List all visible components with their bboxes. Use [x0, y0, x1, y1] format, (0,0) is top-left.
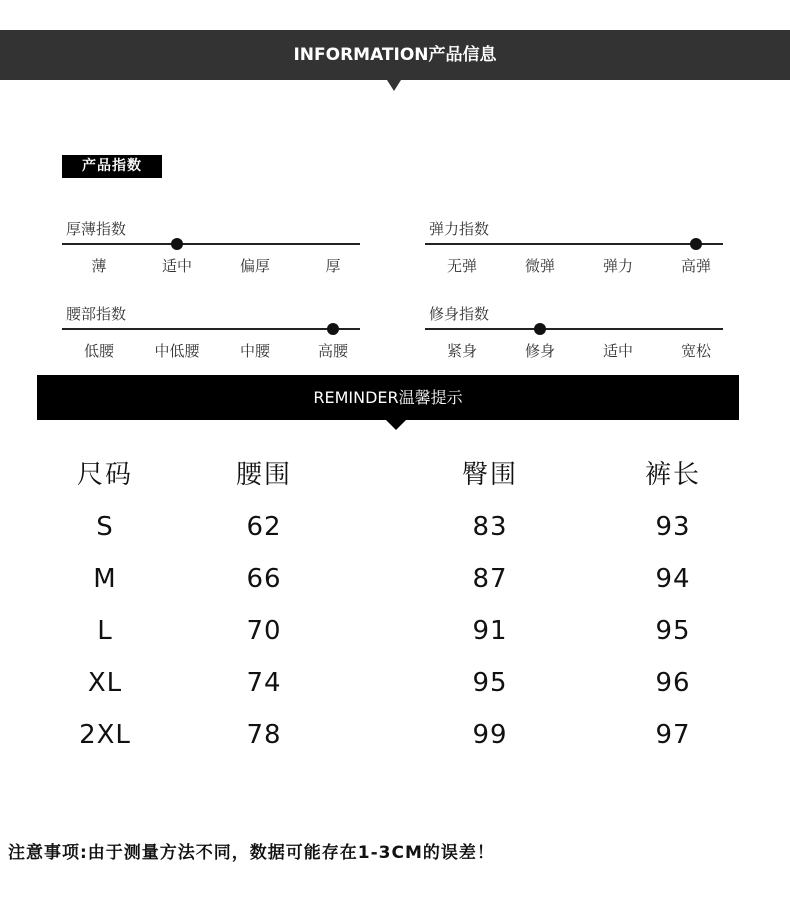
scale-option: 宽松 — [680, 342, 711, 360]
scale-option: 中腰 — [239, 342, 270, 360]
scale-options — [423, 341, 735, 361]
table-row — [25, 709, 709, 761]
reminder-banner-title: REMINDER温馨提示 — [313, 388, 463, 407]
table-cell: S — [96, 512, 114, 542]
table-cell: 83 — [472, 512, 508, 542]
scale-marker-dot — [171, 238, 183, 250]
scale-option: 修身 — [524, 342, 555, 360]
information-banner-title: INFORMATION产品信息 — [293, 45, 497, 65]
table-cell: 94 — [655, 564, 691, 594]
scale-option: 低腰 — [83, 342, 114, 360]
reminder-banner — [37, 375, 739, 420]
table-header-cell: 尺码 — [76, 460, 133, 490]
table-cell: 70 — [246, 616, 282, 646]
scale-option: 中低腰 — [154, 342, 200, 360]
scale-option: 高腰 — [317, 342, 348, 360]
table-cell: L — [97, 616, 113, 646]
table-row — [25, 501, 709, 553]
table-cell: 74 — [246, 668, 282, 698]
scale-title: 厚薄指数 — [66, 220, 127, 238]
scale-line — [62, 243, 360, 245]
scale-option: 微弹 — [524, 257, 555, 275]
scale-option: 适中 — [161, 257, 192, 275]
scale-options — [423, 256, 735, 276]
table-cell: 97 — [655, 720, 691, 750]
table-cell: 95 — [472, 668, 508, 698]
table-cell: 78 — [246, 720, 282, 750]
scale-option: 弹力 — [602, 257, 633, 275]
table-cell: 66 — [246, 564, 282, 594]
scale-marker-dot — [690, 238, 702, 250]
information-banner — [0, 30, 790, 80]
scale-option: 无弹 — [446, 257, 477, 275]
table-cell: M — [93, 564, 117, 594]
elasticity-index-scale — [425, 219, 723, 279]
table-cell: 99 — [472, 720, 508, 750]
banner-arrow-icon — [386, 420, 406, 430]
table-cell: 96 — [655, 668, 691, 698]
waist-index-scale — [62, 304, 360, 364]
table-cell: 91 — [472, 616, 508, 646]
table-row — [25, 657, 709, 709]
table-cell: 93 — [655, 512, 691, 542]
measurement-note: 注意事项:由于测量方法不同，数据可能存在1-3CM的误差！ — [8, 843, 495, 863]
scale-option: 高弹 — [680, 257, 711, 275]
scale-title: 弹力指数 — [429, 220, 490, 238]
scale-options — [60, 256, 372, 276]
thickness-index-scale — [62, 219, 360, 279]
product-index-label: 产品指数 — [62, 155, 162, 178]
scale-marker-dot — [327, 323, 339, 335]
scale-options — [60, 341, 372, 361]
fit-index-scale — [425, 304, 723, 364]
scale-option: 紧身 — [446, 342, 477, 360]
scale-option: 薄 — [91, 257, 107, 275]
banner-arrow-icon — [387, 80, 401, 91]
scale-line — [425, 328, 723, 330]
scale-option: 厚 — [325, 257, 341, 275]
table-cell: XL — [87, 668, 123, 698]
table-cell: 87 — [472, 564, 508, 594]
table-row — [25, 605, 709, 657]
table-cell: 62 — [246, 512, 282, 542]
scale-line — [425, 243, 723, 245]
scale-option: 适中 — [602, 342, 633, 360]
table-header-cell: 裤长 — [644, 460, 701, 490]
table-cell: 2XL — [79, 720, 131, 750]
scale-marker-dot — [534, 323, 546, 335]
table-header-row — [25, 449, 709, 501]
scale-line — [62, 328, 360, 330]
table-row — [25, 553, 709, 605]
scale-option: 偏厚 — [239, 257, 270, 275]
table-header-cell: 臀围 — [461, 460, 518, 490]
size-table — [25, 449, 709, 761]
table-header-cell: 腰围 — [235, 460, 292, 490]
scale-title: 腰部指数 — [66, 305, 127, 323]
table-cell: 95 — [655, 616, 691, 646]
scale-title: 修身指数 — [429, 305, 490, 323]
